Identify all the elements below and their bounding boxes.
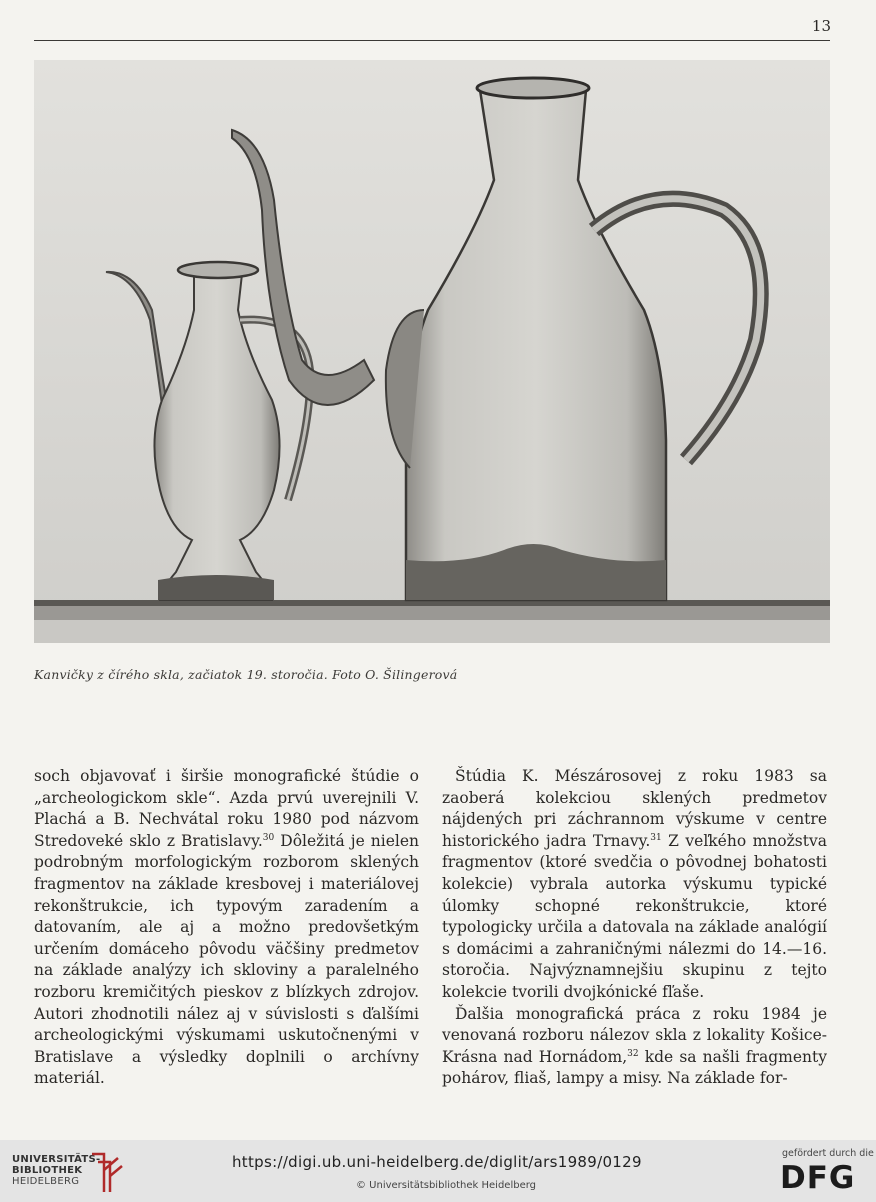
paragraph-text: Z veľkého množstva fragmentov (ktoré svedčia o pôvodnej bohatosti kolekcie) vybrala autorka výskumu typické úlomky schopné rekonštrukcie, ktoré typologicky určila a datovala na základe analógií s domácimi a zahraničnými nálezmi do 14.—16. storočia. Najvýznamnejšiu skupinu z tejto kolekcie tvorili dvojkónické fľaše. [442, 831, 827, 1001]
header-rule [34, 40, 830, 41]
photograph-glass-jugs [34, 60, 830, 643]
copyright-notice: © Universitätsbibliothek Heidelberg [356, 1180, 537, 1191]
permalink-url[interactable]: https://digi.ub.uni-heidelberg.de/diglit/ars1989/0129 [232, 1153, 642, 1171]
library-name-line: UNIVERSITÄTS- [12, 1154, 101, 1165]
footnote-ref: 32 [627, 1048, 639, 1059]
figure-caption: Kanvičky z čírého skla, začiatok 19. storočia. Foto O. Šilingerová [34, 667, 458, 682]
right-paragraph [442, 766, 827, 1004]
library-name-line: BIBLIOTHEK [12, 1165, 83, 1176]
left-column [34, 766, 419, 1090]
right-paragraph [442, 1004, 827, 1090]
footnote-ref: 30 [262, 832, 275, 843]
left-paragraph [34, 766, 419, 1090]
glass-jugs-illustration [34, 60, 830, 643]
footer-bar [0, 1140, 876, 1202]
page-number: 13 [811, 17, 831, 35]
paragraph-text: Dôležitá je nielen podrobným morfologickým rozborom sklených fragmentov na základe kresbovej i materiálovej rekonštrukcie, ich typovým zaradením a datovaním, ale aj a možno predovšetkým určením domáceho pôvodu väčšiny predmetov na základe analýzy ich skloviny a paralelného rozboru kremičitých pieskov z blízkych zdrojov. Autori zhodnotili nález aj v súvislosti s ďalšími archeologickými výskumami uskutočnenými v Bratislave a výsledky doplnili o archívny materiál. [34, 831, 419, 1088]
right-column [442, 766, 827, 1090]
library-emblem-icon [88, 1148, 124, 1194]
paragraph-text: Ďalšia monografická práca z roku 1984 je venovaná rozboru nálezov skla z lokality Košice-Krásna nad Hornádom, [442, 1004, 827, 1066]
funding-label: gefördert durch die [782, 1148, 874, 1159]
dfg-logo[interactable]: DFG [780, 1160, 856, 1196]
footnote-ref: 31 [650, 832, 662, 843]
library-name-line: HEIDELBERG [12, 1176, 80, 1187]
paragraph-text: soch objavovať i širšie monografické štúdie o „archeologickom skle“. Azda prvú uverejnili V. Plachá a B. Nechvátal roku 1980 pod názvom Stredoveké sklo z Bratislavy. [34, 767, 419, 850]
paragraph-text: Štúdia K. Mészárosovej z roku 1983 sa zaoberá kolekciou sklených predmetov nájdených pri záchrannom výskume v centre historického jadra Trnavy. [442, 767, 827, 850]
paragraph-text: kde sa našli fragmenty pohárov, fliaš, lampy a misy. Na základe for- [442, 1047, 827, 1088]
